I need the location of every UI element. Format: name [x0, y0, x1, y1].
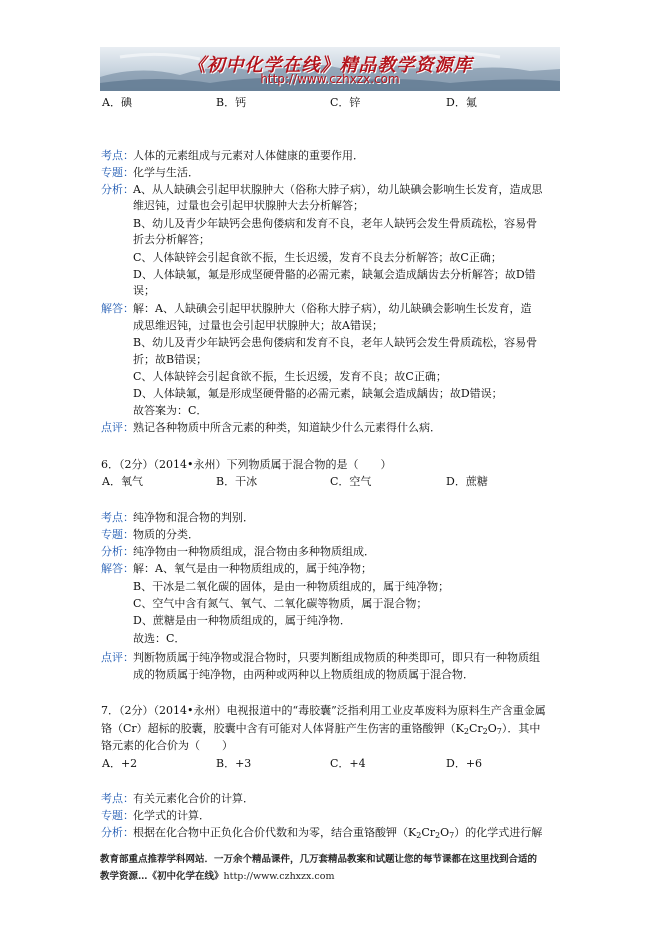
- formula-subscript: 2: [416, 831, 422, 840]
- footer-url-link[interactable]: http://www.czhxzx.com: [223, 871, 335, 882]
- q7-fenxi-text: 根据在化合物中正负化合价代数和为零，结合重铬酸钾（K: [133, 826, 417, 839]
- q7-stem-line3: 铬元素的化合价为（ ）: [101, 739, 233, 752]
- q5-jieda-line: 故答案为：C．: [133, 404, 208, 417]
- banner-url: http://www.czhxzx.com: [260, 72, 400, 86]
- q6-diaping-line: 判断物质属于纯净物或混合物时，只要判断组成物质的种类即可，即只有一种物质组: [133, 651, 540, 664]
- header-banner: [100, 47, 560, 91]
- q5-fenxi-label: 分析：: [101, 183, 134, 196]
- q6-jieda-label: 解答：: [101, 562, 134, 575]
- q7-kaodian: 有关元素化合价的计算．: [133, 792, 254, 805]
- q5-kaodian: 人体的元素组成与元素对人体健康的重要作用．: [133, 149, 364, 162]
- q5-kaodian-label: 考点：: [101, 149, 134, 162]
- q5-option-c: C．锌: [330, 96, 361, 109]
- q7-option-c: C．+4: [330, 757, 366, 770]
- q6-jieda-line: D、蔗糖是由一种物质组成的，属于纯净物．: [133, 614, 351, 627]
- q6-diaping-label: 点评：: [101, 651, 134, 664]
- q7-fenxi-text: ）的化学式进行解: [454, 826, 543, 839]
- q6-stem: 6．（2分）（2014•永州）下列物质属于混合物的是（ ）: [101, 458, 392, 471]
- q5-jieda-line: 成思维迟钝，过量也会引起甲状腺肿大；故A错误；: [133, 319, 383, 332]
- q7-stem-line1: 7．（2分）（2014•永州）电视报道中的“毒胶囊”泛指利用工业皮革废料为原料生产含重金属: [101, 704, 546, 717]
- q5-diaping-label: 点评：: [101, 421, 134, 434]
- q7-kaodian-label: 考点：: [101, 792, 134, 805]
- q7-stem-line2: [101, 722, 540, 736]
- q5-fenxi-line: 维迟钝，过量也会引起甲状腺肿大去分析解答；: [133, 199, 364, 212]
- q7-fenxi: [133, 826, 542, 840]
- formula-subscript: 2: [482, 727, 488, 736]
- q7-option-d: D．+6: [446, 757, 483, 770]
- formula-element: O: [487, 722, 497, 735]
- formula-element: O: [440, 826, 450, 839]
- q6-fenxi: 纯净物由一种物质组成，混合物由多种物质组成．: [133, 545, 375, 558]
- q5-fenxi-line: B、幼儿及青少年缺钙会患佝偻病和发育不良，老年人缺钙会发生骨质疏松，容易骨: [133, 217, 538, 230]
- q7-option-b: B．+3: [216, 757, 252, 770]
- q6-option-a: A．氧气: [102, 475, 143, 488]
- q6-zhuanti-label: 专题：: [101, 528, 134, 541]
- q7-stem-text: 铬（Cr）超标的胶囊，胶囊中含有可能对人体肾脏产生伤害的重铬酸钾（K: [101, 722, 464, 735]
- q5-option-b: B．钙: [216, 96, 247, 109]
- q5-fenxi-line: 折去分析解答；: [133, 233, 210, 246]
- q5-diaping: 熟记各种物质中所含元素的种类，知道缺少什么元素得什么病．: [133, 421, 441, 434]
- q6-option-b: B．干冰: [216, 475, 258, 488]
- formula-subscript: 2: [435, 831, 441, 840]
- q7-fenxi-label: 分析：: [101, 826, 134, 839]
- footer-line1: 教育部重点推荐学科网站．一万余个精品课件，几万套精品教案和试题让您的每节课都在这里找到合适的: [100, 854, 538, 865]
- q5-jieda-line: 解：A、人缺碘会引起甲状腺肿大（俗称大脖子病），幼儿缺碘会影响生长发育，造: [133, 302, 532, 315]
- q7-stem-text: ）．其中: [501, 722, 541, 735]
- formula-subscript: 7: [496, 727, 502, 736]
- q5-jieda-line: 折；故B错误；: [133, 353, 208, 366]
- q5-jieda-line: B、幼儿及青少年缺钙会患佝偻病和发育不良，老年人缺钙会发生骨质疏松，容易骨: [133, 336, 538, 349]
- q6-zhuanti: 物质的分类．: [133, 528, 199, 541]
- q6-option-c: C．空气: [330, 475, 372, 488]
- q5-option-d: D．氟: [446, 96, 477, 109]
- q6-jieda-line: C、空气中含有氮气、氧气、二氧化碳等物质，属于混合物；: [133, 597, 428, 610]
- q5-fenxi-line: A、从人缺碘会引起甲状腺肿大（俗称大脖子病），幼儿缺碘会影响生长发育，造成思: [133, 183, 543, 196]
- formula-element: Cr: [421, 826, 435, 839]
- q6-kaodian-label: 考点：: [101, 511, 134, 524]
- q6-jieda-line: B、干冰是二氧化碳的固体，是由一种物质组成的，属于纯净物；: [133, 580, 450, 593]
- footer-text: 教学资源…《初中化学在线》: [100, 871, 224, 882]
- q5-jieda-label: 解答：: [101, 302, 134, 315]
- q7-zhuanti-label: 专题：: [101, 809, 134, 822]
- q6-jieda-line: 解：A、氧气是由一种物质组成的，属于纯净物；: [133, 562, 372, 575]
- formula-subscript: 7: [449, 831, 455, 840]
- q5-zhuanti: 化学与生活．: [133, 166, 199, 179]
- q6-option-d: D．蔗糖: [446, 475, 488, 488]
- q5-option-a: A．碘: [102, 96, 132, 109]
- formula-element: Cr: [468, 722, 483, 735]
- q5-zhuanti-label: 专题：: [101, 166, 134, 179]
- q5-fenxi-line: D、人体缺氟，氟是形成坚硬骨骼的必需元素，缺氟会造成龋齿去分析解答；故D错: [133, 268, 536, 281]
- q5-fenxi-line: 误；: [133, 284, 155, 297]
- formula-subscript: 2: [463, 727, 469, 736]
- q6-kaodian: 纯净物和混合物的判别．: [133, 511, 254, 524]
- q6-fenxi-label: 分析：: [101, 545, 134, 558]
- q7-zhuanti: 化学式的计算．: [133, 809, 210, 822]
- footer-line2: [100, 870, 334, 883]
- q5-jieda-line: D、人体缺氟，氟是形成坚硬骨骼的必需元素，缺氟会造成龋齿；故D错误；: [133, 387, 503, 400]
- q6-jieda-line: 故选：C．: [133, 632, 186, 645]
- q7-option-a: A．+2: [102, 757, 138, 770]
- q6-diaping-line: 成的物质属于纯净物，由两种或两种以上物质组成的物质属于混合物．: [133, 668, 474, 681]
- q5-jieda-line: C、人体缺锌会引起食欲不振，生长迟缓，发育不良；故C正确；: [133, 370, 447, 383]
- q5-fenxi-line: C、人体缺锌会引起食欲不振，生长迟缓，发育不良去分析解答；故C正确；: [133, 251, 502, 264]
- banner-title: 《初中化学在线》精品教学资源库: [187, 55, 473, 76]
